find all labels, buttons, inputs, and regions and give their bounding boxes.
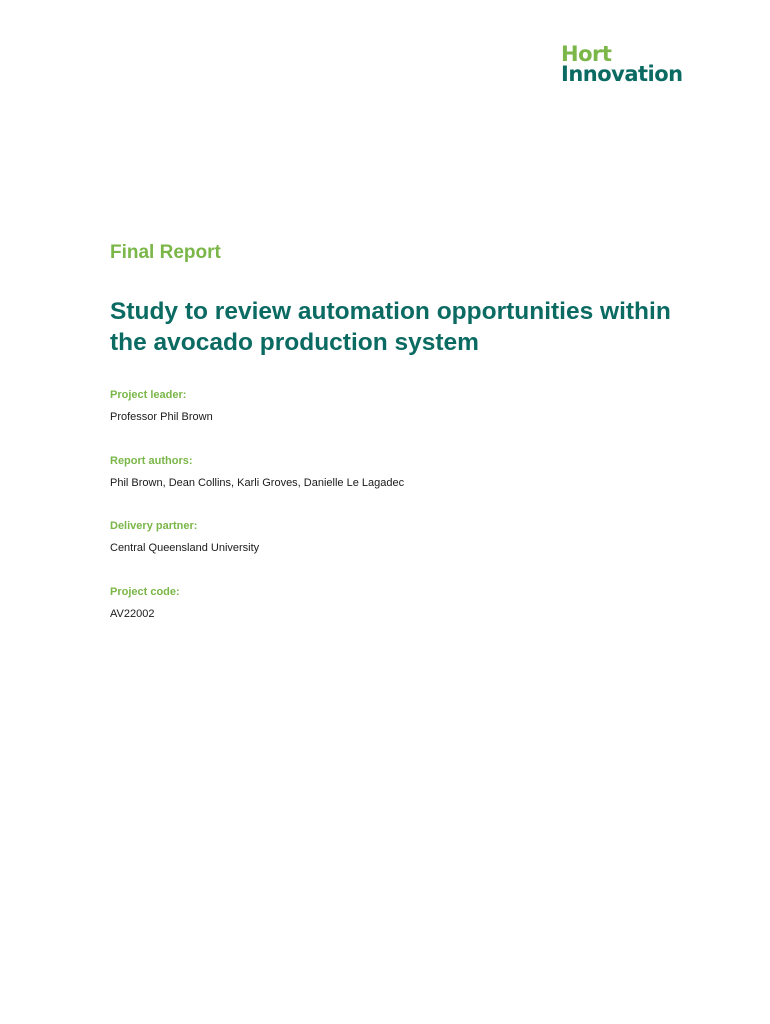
project-code-label: Project code: <box>110 586 180 598</box>
project-code-value: AV22002 <box>110 608 155 620</box>
report-authors-value: Phil Brown, Dean Collins, Karli Groves, Danielle Le Lagadec <box>110 477 405 489</box>
project-code-field <box>110 585 180 621</box>
project-leader-value: Professor Phil Brown <box>110 411 213 423</box>
hort-innovation-logo <box>561 44 683 84</box>
report-title: Study to review automation opportunities within the avocado production system <box>110 298 671 356</box>
delivery-partner-value: Central Queensland University <box>110 542 260 554</box>
logo-word-innovation: Innovation <box>561 62 683 86</box>
project-leader-label: Project leader: <box>110 389 187 401</box>
report-authors-label: Report authors: <box>110 455 193 467</box>
delivery-partner-field <box>110 519 259 555</box>
project-leader-field <box>110 388 213 424</box>
report-type-heading: Final Report <box>110 242 221 263</box>
logo-word-hort: Hort <box>561 42 612 66</box>
delivery-partner-label: Delivery partner: <box>110 520 198 532</box>
report-authors-field <box>110 454 404 490</box>
